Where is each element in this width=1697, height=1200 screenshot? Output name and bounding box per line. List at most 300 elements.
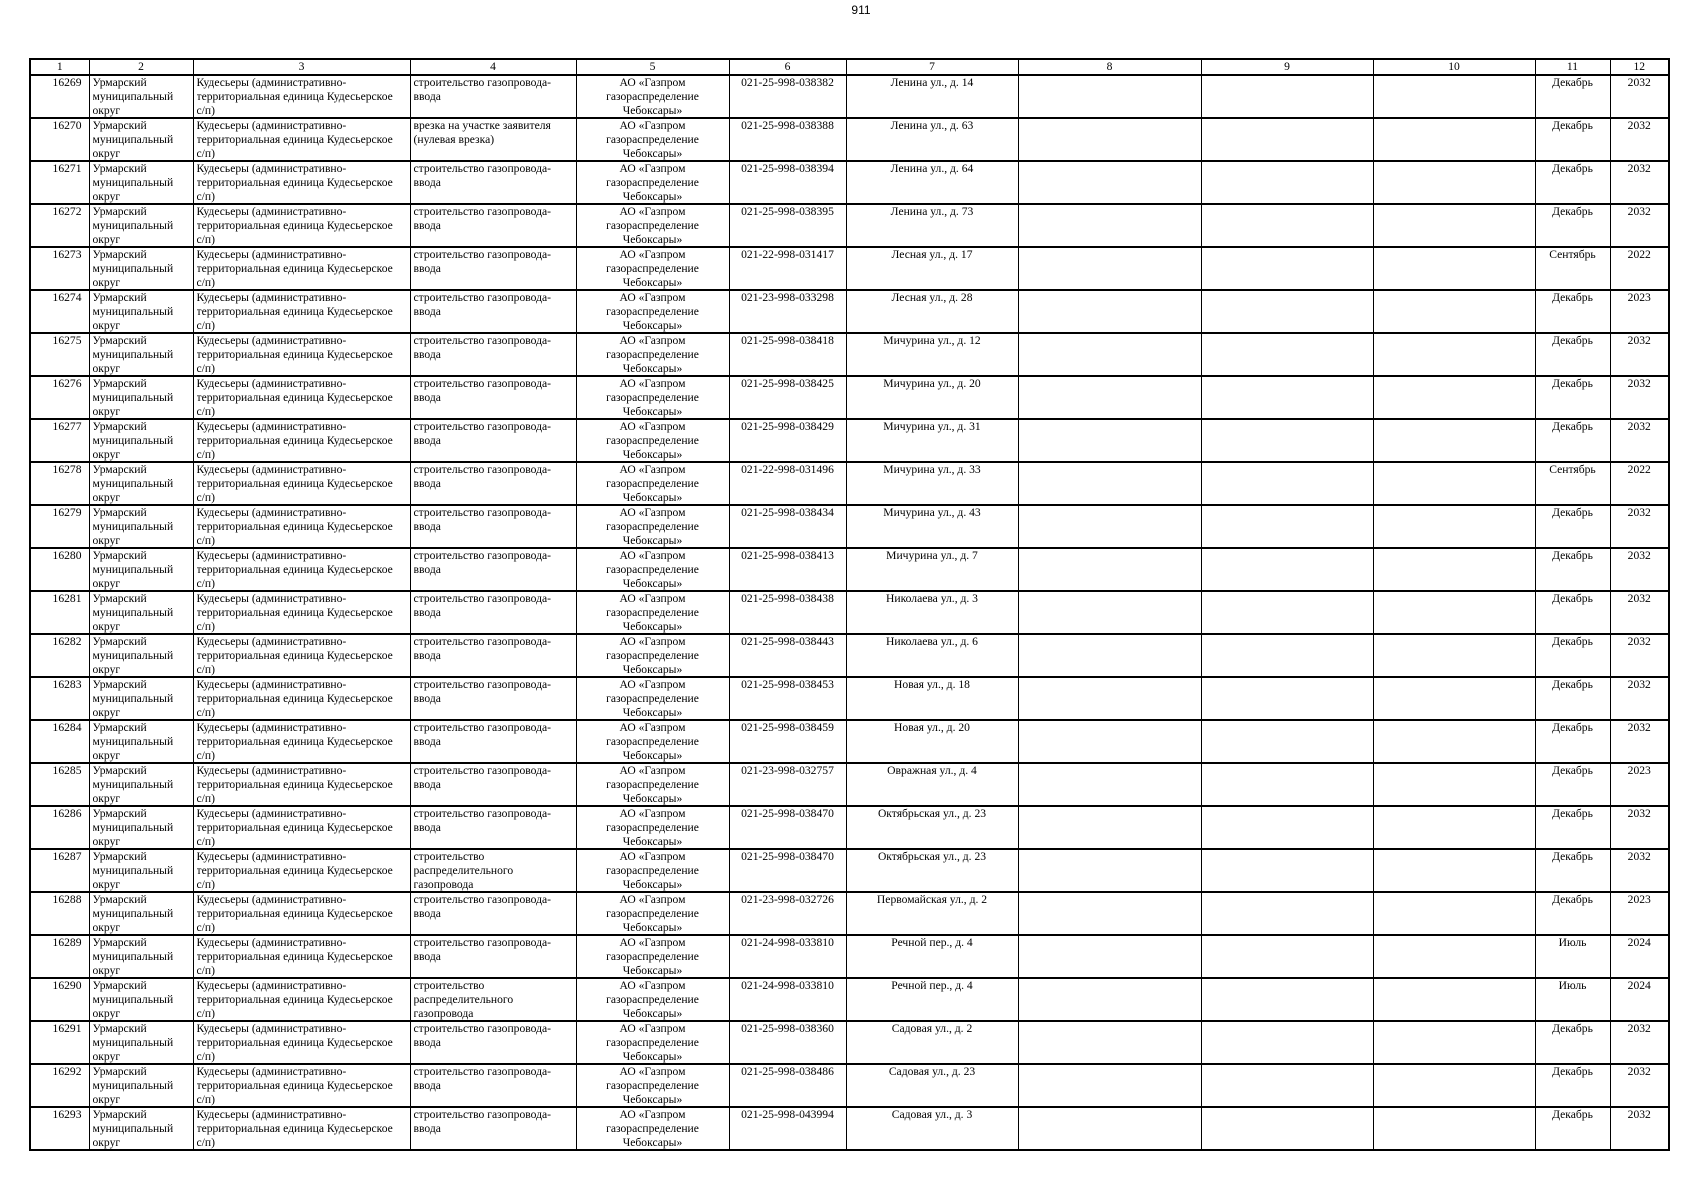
month-cell — [1535, 1107, 1610, 1150]
empty-cell — [1201, 1064, 1373, 1107]
district-cell — [89, 978, 193, 1021]
empty-cell-text — [1205, 76, 1370, 117]
object-code-cell — [729, 935, 846, 978]
address-cell — [846, 806, 1018, 849]
district-cell — [89, 806, 193, 849]
settlement-cell — [193, 161, 410, 204]
month-cell-text: Июль — [1558, 979, 1587, 992]
district-cell-text: Урмарский муниципальный округ — [92, 119, 174, 160]
object-code-cell — [729, 161, 846, 204]
empty-cell-text — [1205, 119, 1370, 160]
settlement-cell — [193, 419, 410, 462]
work-type-cell — [410, 376, 576, 419]
year-cell-text: 2024 — [1627, 936, 1651, 949]
year-cell-text: 2032 — [1627, 76, 1651, 89]
month-cell — [1535, 634, 1610, 677]
organization-cell-text: АО «Газпром газораспределение Чебоксары» — [606, 334, 699, 375]
column-header: 1 — [30, 59, 89, 75]
table-row — [30, 720, 1669, 763]
organization-cell-text: АО «Газпром газораспределение Чебоксары» — [606, 850, 699, 891]
work-type-cell-text: строительство газопровода- ввода — [413, 807, 552, 834]
work-type-cell-text: строительство распределительного газопровода — [413, 979, 514, 1020]
empty-cell — [1373, 419, 1535, 462]
empty-cell — [1201, 290, 1373, 333]
empty-cell-text — [1022, 377, 1198, 418]
year-cell — [1610, 892, 1669, 935]
object-code-cell-text: 021-23-998-032726 — [741, 893, 834, 906]
work-type-cell — [410, 591, 576, 634]
empty-cell — [1201, 935, 1373, 978]
year-cell-text: 2032 — [1627, 205, 1651, 218]
column-header: 2 — [89, 59, 193, 75]
work-type-cell-text: строительство газопровода- ввода — [413, 592, 552, 619]
month-cell — [1535, 333, 1610, 376]
object-code-cell-text: 021-25-998-038394 — [741, 162, 834, 175]
month-cell — [1535, 806, 1610, 849]
month-cell-text: Декабрь — [1552, 1022, 1593, 1035]
organization-cell — [576, 505, 729, 548]
empty-cell — [1018, 548, 1201, 591]
empty-cell-text — [1377, 979, 1532, 1020]
address-cell-text: Мичурина ул., д. 43 — [883, 506, 981, 519]
year-cell-text: 2032 — [1627, 162, 1651, 175]
empty-cell-text — [1022, 850, 1198, 891]
address-cell-text: Первомайская ул., д. 2 — [876, 893, 988, 906]
row-number-cell — [30, 290, 89, 333]
empty-cell — [1018, 806, 1201, 849]
organization-cell-text: АО «Газпром газораспределение Чебоксары» — [606, 1065, 699, 1106]
empty-cell-text — [1377, 850, 1532, 891]
row-number-cell — [30, 462, 89, 505]
organization-cell — [576, 978, 729, 1021]
empty-cell-text — [1377, 1065, 1532, 1106]
district-cell — [89, 290, 193, 333]
empty-cell-text — [1022, 764, 1198, 805]
work-type-cell-text: строительство газопровода- ввода — [413, 463, 552, 490]
district-cell — [89, 634, 193, 677]
work-type-cell — [410, 161, 576, 204]
column-header: 6 — [729, 59, 846, 75]
month-cell — [1535, 204, 1610, 247]
page-number: 911 — [851, 3, 871, 17]
month-cell — [1535, 849, 1610, 892]
empty-cell — [1018, 591, 1201, 634]
empty-cell-text — [1205, 721, 1370, 762]
month-cell-text: Декабрь — [1552, 850, 1593, 863]
table-body — [30, 75, 1669, 1150]
organization-cell — [576, 591, 729, 634]
address-cell-text: Мичурина ул., д. 20 — [883, 377, 981, 390]
work-type-cell-text: строительство газопровода- ввода — [413, 678, 552, 705]
row-number-cell-text: 16285 — [52, 764, 82, 777]
empty-cell — [1201, 591, 1373, 634]
row-number-cell-text: 16269 — [52, 76, 82, 89]
empty-cell — [1373, 849, 1535, 892]
year-cell-text: 2032 — [1627, 850, 1651, 863]
address-cell — [846, 290, 1018, 333]
empty-cell — [1373, 161, 1535, 204]
settlement-cell-text: Кудесьеры (административно- территориальная единица Кудесьерское с/п) — [196, 807, 393, 848]
year-cell-text: 2032 — [1627, 506, 1651, 519]
registry-table — [29, 58, 1670, 1151]
object-code-cell — [729, 591, 846, 634]
organization-cell-text: АО «Газпром газораспределение Чебоксары» — [606, 549, 699, 590]
empty-cell — [1201, 892, 1373, 935]
work-type-cell — [410, 720, 576, 763]
empty-cell — [1373, 763, 1535, 806]
table-row — [30, 548, 1669, 591]
empty-cell — [1201, 634, 1373, 677]
address-cell-text: Речной пер., д. 4 — [891, 936, 973, 949]
year-cell — [1610, 849, 1669, 892]
organization-cell-text: АО «Газпром газораспределение Чебоксары» — [606, 592, 699, 633]
year-cell — [1610, 548, 1669, 591]
object-code-cell — [729, 247, 846, 290]
empty-cell — [1201, 978, 1373, 1021]
organization-cell — [576, 118, 729, 161]
empty-cell — [1201, 849, 1373, 892]
settlement-cell — [193, 462, 410, 505]
organization-cell — [576, 75, 729, 118]
empty-cell-text — [1022, 807, 1198, 848]
month-cell — [1535, 505, 1610, 548]
empty-cell-text — [1205, 1065, 1370, 1106]
empty-cell-text — [1205, 162, 1370, 203]
work-type-cell — [410, 677, 576, 720]
object-code-cell — [729, 634, 846, 677]
empty-cell-text — [1377, 1108, 1532, 1149]
table-row — [30, 892, 1669, 935]
row-number-cell-text: 16270 — [52, 119, 82, 132]
district-cell-text: Урмарский муниципальный округ — [92, 635, 174, 676]
row-number-cell-text: 16282 — [52, 635, 82, 648]
work-type-cell-text: строительство газопровода- ввода — [413, 1108, 552, 1135]
year-cell — [1610, 333, 1669, 376]
work-type-cell — [410, 849, 576, 892]
settlement-cell — [193, 1064, 410, 1107]
address-cell-text: Овражная ул., д. 4 — [887, 764, 977, 777]
object-code-cell — [729, 763, 846, 806]
work-type-cell — [410, 763, 576, 806]
year-cell-text: 2023 — [1627, 893, 1651, 906]
object-code-cell-text: 021-25-998-038395 — [741, 205, 834, 218]
work-type-cell — [410, 505, 576, 548]
address-cell — [846, 247, 1018, 290]
empty-cell — [1018, 849, 1201, 892]
address-cell-text: Ленина ул., д. 73 — [890, 205, 974, 218]
empty-cell-text — [1022, 205, 1198, 246]
settlement-cell — [193, 806, 410, 849]
address-cell — [846, 505, 1018, 548]
district-cell-text: Урмарский муниципальный округ — [92, 807, 174, 848]
work-type-cell-text: строительство газопровода- ввода — [413, 334, 552, 361]
empty-cell — [1018, 1064, 1201, 1107]
object-code-cell — [729, 376, 846, 419]
empty-cell-text — [1205, 291, 1370, 332]
object-code-cell-text: 021-22-998-031417 — [741, 248, 834, 261]
district-cell-text: Урмарский муниципальный округ — [92, 893, 174, 934]
work-type-cell — [410, 118, 576, 161]
month-cell — [1535, 935, 1610, 978]
table-header — [30, 59, 1669, 75]
row-number-cell-text: 16271 — [52, 162, 82, 175]
district-cell — [89, 935, 193, 978]
object-code-cell-text: 021-24-998-033810 — [741, 979, 834, 992]
district-cell — [89, 505, 193, 548]
address-cell-text: Новая ул., д. 18 — [894, 678, 970, 691]
district-cell-text: Урмарский муниципальный округ — [92, 162, 174, 203]
district-cell-text: Урмарский муниципальный округ — [92, 1022, 174, 1063]
district-cell — [89, 591, 193, 634]
empty-cell — [1201, 677, 1373, 720]
month-cell-text: Декабрь — [1552, 420, 1593, 433]
organization-cell — [576, 892, 729, 935]
district-cell — [89, 763, 193, 806]
empty-cell — [1373, 548, 1535, 591]
year-cell-text: 2032 — [1627, 592, 1651, 605]
empty-cell — [1373, 1107, 1535, 1150]
work-type-cell-text: строительство газопровода- ввода — [413, 377, 552, 404]
row-number-cell — [30, 677, 89, 720]
district-cell — [89, 548, 193, 591]
district-cell — [89, 462, 193, 505]
year-cell — [1610, 677, 1669, 720]
row-number-cell-text: 16286 — [52, 807, 82, 820]
district-cell — [89, 677, 193, 720]
row-number-cell — [30, 1064, 89, 1107]
empty-cell — [1373, 462, 1535, 505]
empty-cell-text — [1205, 979, 1370, 1020]
object-code-cell-text: 021-25-998-038486 — [741, 1065, 834, 1078]
district-cell-text: Урмарский муниципальный округ — [92, 463, 174, 504]
object-code-cell-text: 021-25-998-038413 — [741, 549, 834, 562]
address-cell — [846, 849, 1018, 892]
object-code-cell — [729, 548, 846, 591]
empty-cell — [1201, 247, 1373, 290]
row-number-cell — [30, 806, 89, 849]
row-number-cell — [30, 247, 89, 290]
empty-cell — [1018, 161, 1201, 204]
settlement-cell-text: Кудесьеры (административно- территориальная единица Кудесьерское с/п) — [196, 76, 393, 117]
empty-cell — [1018, 118, 1201, 161]
empty-cell — [1373, 677, 1535, 720]
district-cell-text: Урмарский муниципальный округ — [92, 76, 174, 117]
table-row — [30, 849, 1669, 892]
district-cell-text: Урмарский муниципальный округ — [92, 678, 174, 719]
organization-cell-text: АО «Газпром газораспределение Чебоксары» — [606, 1022, 699, 1063]
empty-cell-text — [1205, 850, 1370, 891]
row-number-cell-text: 16287 — [52, 850, 82, 863]
settlement-cell-text: Кудесьеры (административно- территориальная единица Кудесьерское с/п) — [196, 893, 393, 934]
settlement-cell-text: Кудесьеры (административно- территориальная единица Кудесьерское с/п) — [196, 549, 393, 590]
object-code-cell-text: 021-25-998-038388 — [741, 119, 834, 132]
settlement-cell-text: Кудесьеры (административно- территориальная единица Кудесьерское с/п) — [196, 334, 393, 375]
district-cell — [89, 376, 193, 419]
table-row — [30, 333, 1669, 376]
year-cell-text: 2032 — [1627, 807, 1651, 820]
month-cell — [1535, 677, 1610, 720]
table-row — [30, 591, 1669, 634]
organization-cell-text: АО «Газпром газораспределение Чебоксары» — [606, 377, 699, 418]
empty-cell-text — [1205, 377, 1370, 418]
table-row — [30, 161, 1669, 204]
organization-cell-text: АО «Газпром газораспределение Чебоксары» — [606, 721, 699, 762]
organization-cell — [576, 1021, 729, 1064]
column-header: 9 — [1201, 59, 1373, 75]
year-cell-text: 2032 — [1627, 549, 1651, 562]
month-cell — [1535, 419, 1610, 462]
column-header: 5 — [576, 59, 729, 75]
address-cell — [846, 763, 1018, 806]
settlement-cell — [193, 591, 410, 634]
work-type-cell-text: строительство газопровода- ввода — [413, 549, 552, 576]
object-code-cell-text: 021-25-998-038418 — [741, 334, 834, 347]
empty-cell-text — [1205, 420, 1370, 461]
settlement-cell — [193, 1021, 410, 1064]
object-code-cell — [729, 290, 846, 333]
address-cell — [846, 75, 1018, 118]
empty-cell — [1201, 75, 1373, 118]
organization-cell-text: АО «Газпром газораспределение Чебоксары» — [606, 291, 699, 332]
address-cell-text: Мичурина ул., д. 31 — [883, 420, 981, 433]
empty-cell-text — [1022, 592, 1198, 633]
district-cell-text: Урмарский муниципальный округ — [92, 1108, 174, 1149]
row-number-cell-text: 16291 — [52, 1022, 82, 1035]
settlement-cell-text: Кудесьеры (административно- территориальная единица Кудесьерское с/п) — [196, 205, 393, 246]
month-cell-text: Декабрь — [1552, 162, 1593, 175]
organization-cell-text: АО «Газпром газораспределение Чебоксары» — [606, 936, 699, 977]
empty-cell-text — [1205, 1022, 1370, 1063]
table-row — [30, 505, 1669, 548]
empty-cell-text — [1205, 334, 1370, 375]
work-type-cell-text: строительство газопровода- ввода — [413, 893, 552, 920]
empty-cell — [1018, 892, 1201, 935]
address-cell — [846, 462, 1018, 505]
empty-cell-text — [1377, 506, 1532, 547]
organization-cell-text: АО «Газпром газораспределение Чебоксары» — [606, 248, 699, 289]
row-number-cell — [30, 935, 89, 978]
row-number-cell — [30, 849, 89, 892]
empty-cell — [1373, 591, 1535, 634]
empty-cell-text — [1022, 463, 1198, 504]
empty-cell — [1018, 763, 1201, 806]
district-cell-text: Урмарский муниципальный округ — [92, 764, 174, 805]
month-cell — [1535, 161, 1610, 204]
row-number-cell — [30, 118, 89, 161]
address-cell-text: Лесная ул., д. 28 — [891, 291, 973, 304]
organization-cell — [576, 763, 729, 806]
work-type-cell-text: строительство газопровода- ввода — [413, 764, 552, 791]
organization-cell-text: АО «Газпром газораспределение Чебоксары» — [606, 678, 699, 719]
address-cell-text: Речной пер., д. 4 — [891, 979, 973, 992]
empty-cell-text — [1377, 807, 1532, 848]
year-cell-text: 2032 — [1627, 420, 1651, 433]
work-type-cell — [410, 892, 576, 935]
column-header: 3 — [193, 59, 410, 75]
organization-cell — [576, 462, 729, 505]
district-cell-text: Урмарский муниципальный округ — [92, 506, 174, 547]
empty-cell-text — [1022, 76, 1198, 117]
month-cell-text: Декабрь — [1552, 334, 1593, 347]
object-code-cell-text: 021-25-998-038453 — [741, 678, 834, 691]
address-cell-text: Садовая ул., д. 3 — [891, 1108, 973, 1121]
empty-cell-text — [1377, 592, 1532, 633]
object-code-cell-text: 021-25-998-038459 — [741, 721, 834, 734]
empty-cell — [1373, 935, 1535, 978]
empty-cell-text — [1377, 1022, 1532, 1063]
work-type-cell-text: строительство газопровода- ввода — [413, 205, 552, 232]
row-number-cell-text: 16283 — [52, 678, 82, 691]
empty-cell-text — [1377, 248, 1532, 289]
year-cell-text: 2023 — [1627, 764, 1651, 777]
row-number-cell-text: 16274 — [52, 291, 82, 304]
row-number-cell — [30, 75, 89, 118]
settlement-cell-text: Кудесьеры (административно- территориальная единица Кудесьерское с/п) — [196, 678, 393, 719]
empty-cell — [1201, 462, 1373, 505]
object-code-cell-text: 021-24-998-033810 — [741, 936, 834, 949]
address-cell-text: Садовая ул., д. 2 — [891, 1022, 973, 1035]
year-cell — [1610, 935, 1669, 978]
settlement-cell-text: Кудесьеры (административно- территориальная единица Кудесьерское с/п) — [196, 850, 393, 891]
work-type-cell — [410, 419, 576, 462]
month-cell — [1535, 75, 1610, 118]
organization-cell-text: АО «Газпром газораспределение Чебоксары» — [606, 506, 699, 547]
work-type-cell-text: строительство газопровода- ввода — [413, 420, 552, 447]
work-type-cell — [410, 978, 576, 1021]
settlement-cell — [193, 505, 410, 548]
work-type-cell-text: строительство газопровода- ввода — [413, 635, 552, 662]
object-code-cell-text: 021-23-998-033298 — [741, 291, 834, 304]
month-cell-text: Декабрь — [1552, 506, 1593, 519]
table-row — [30, 1064, 1669, 1107]
month-cell — [1535, 591, 1610, 634]
settlement-cell-text: Кудесьеры (административно- территориальная единица Кудесьерское с/п) — [196, 377, 393, 418]
empty-cell — [1018, 462, 1201, 505]
address-cell — [846, 677, 1018, 720]
district-cell — [89, 161, 193, 204]
empty-cell-text — [1377, 721, 1532, 762]
settlement-cell — [193, 333, 410, 376]
year-cell-text: 2032 — [1627, 119, 1651, 132]
work-type-cell — [410, 204, 576, 247]
empty-cell-text — [1205, 506, 1370, 547]
empty-cell — [1018, 75, 1201, 118]
row-number-cell — [30, 419, 89, 462]
district-cell-text: Урмарский муниципальный округ — [92, 936, 174, 977]
object-code-cell-text: 021-25-998-038434 — [741, 506, 834, 519]
column-header: 7 — [846, 59, 1018, 75]
object-code-cell — [729, 204, 846, 247]
row-number-cell — [30, 892, 89, 935]
empty-cell-text — [1205, 1108, 1370, 1149]
month-cell — [1535, 1021, 1610, 1064]
address-cell — [846, 161, 1018, 204]
settlement-cell-text: Кудесьеры (административно- территориальная единица Кудесьерское с/п) — [196, 420, 393, 461]
table-row — [30, 118, 1669, 161]
address-cell — [846, 634, 1018, 677]
empty-cell-text — [1022, 635, 1198, 676]
organization-cell-text: АО «Газпром газораспределение Чебоксары» — [606, 893, 699, 934]
object-code-cell — [729, 720, 846, 763]
organization-cell — [576, 806, 729, 849]
empty-cell-text — [1377, 420, 1532, 461]
settlement-cell-text: Кудесьеры (административно- территориальная единица Кудесьерское с/п) — [196, 979, 393, 1020]
empty-cell — [1018, 376, 1201, 419]
empty-cell-text — [1377, 764, 1532, 805]
settlement-cell — [193, 677, 410, 720]
settlement-cell-text: Кудесьеры (административно- территориальная единица Кудесьерское с/п) — [196, 592, 393, 633]
address-cell-text: Ленина ул., д. 64 — [890, 162, 974, 175]
